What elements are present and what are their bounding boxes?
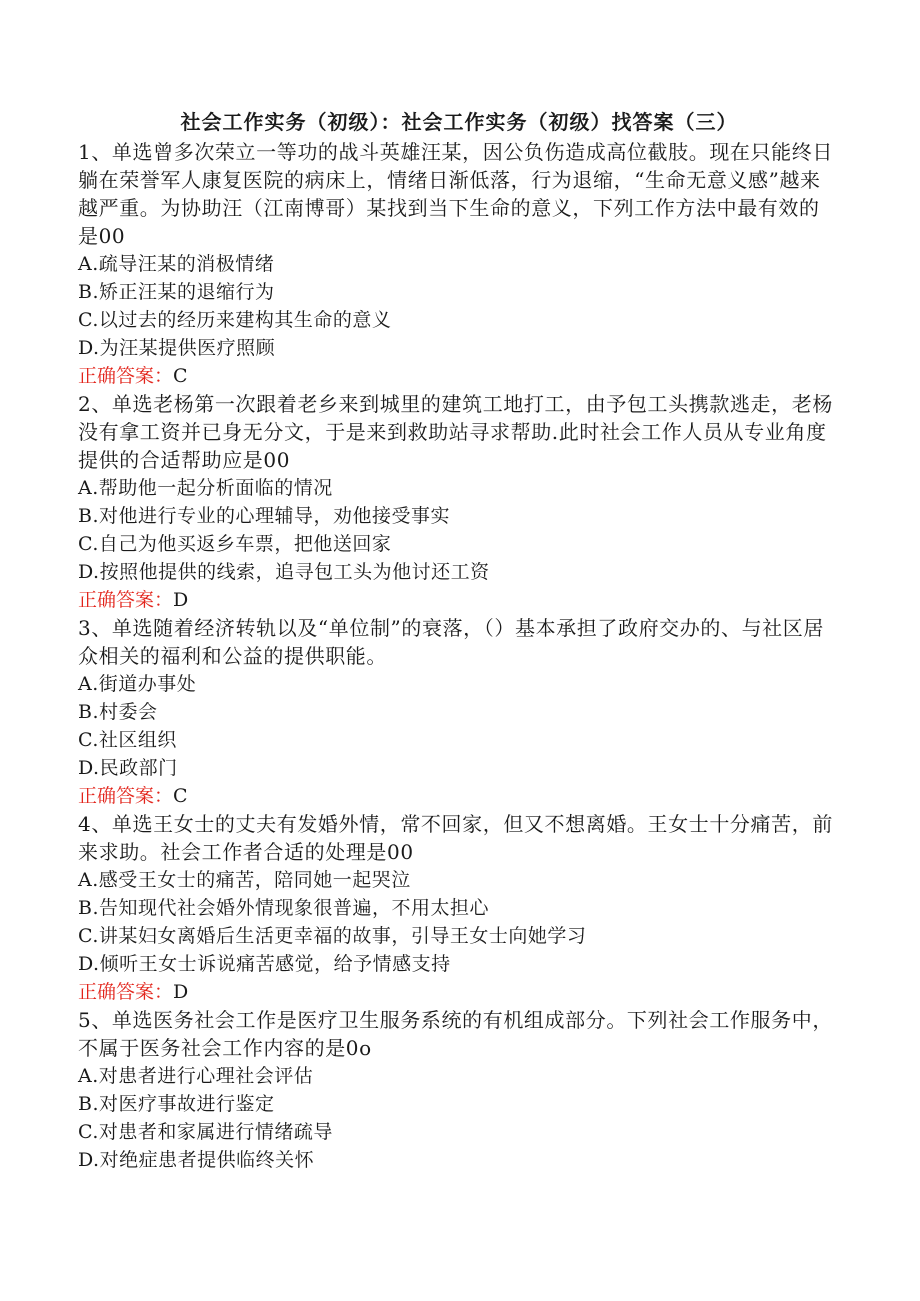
answer-option: A.帮助他一起分析面临的情况 — [78, 477, 333, 499]
correct-answer-label: 正确答案： — [78, 981, 174, 1003]
answer-option: C.讲某妇女离婚后生活更幸福的故事，引导王女士向她学习 — [78, 925, 587, 947]
answer-option: C.对患者和家属进行情绪疏导 — [78, 1121, 333, 1143]
answer-option: B.村委会 — [78, 701, 158, 723]
correct-answer — [78, 362, 840, 390]
answer-option: D.倾听王女士诉说痛苦感觉，给予情感支持 — [78, 953, 451, 975]
answer-option: D.对绝症患者提供临终关怀 — [78, 1149, 315, 1171]
answer-option: A.感受王女士的痛苦，陪同她一起哭泣 — [78, 869, 411, 891]
question-stem: 2、单选老杨第一次跟着老乡来到城里的建筑工地打工，由予包工头携款逃走，老杨没有拿工资并已身无分文，于是来到救助站寻求帮助.此时社会工作人员从专业角度提供的合适帮助应是00 — [78, 392, 833, 472]
question-stem: 4、单选王女士的丈夫有发婚外情，常不回家，但又不想离婚。王女士十分痛苦，前来求助。社会工作者合适的处理是00 — [78, 812, 833, 864]
option-list — [78, 250, 840, 362]
correct-answer — [78, 586, 840, 614]
correct-answer — [78, 782, 840, 810]
correct-answer-value: C — [173, 365, 188, 387]
question-stem: 1、单选曾多次荣立一等功的战斗英雄汪某，因公负伤造成高位截肢。现在只能终日躺在荣誉军人康复医院的病床上，情绪日渐低落，行为退缩，“生命无意义感”越来越严重。为协助汪（江南博哥）某找到当下生命的意义，下列工作方法中最有效的是00 — [78, 140, 833, 248]
document-page — [78, 108, 840, 1174]
correct-answer-label: 正确答案： — [78, 785, 174, 807]
option-list — [78, 474, 840, 586]
option-list — [78, 1062, 840, 1174]
correct-answer-value: D — [173, 589, 189, 611]
answer-option: D.民政部门 — [78, 757, 178, 779]
answer-option: C.社区组织 — [78, 729, 177, 751]
correct-answer-label: 正确答案： — [78, 589, 174, 611]
question-block — [78, 1006, 840, 1174]
question-list — [78, 138, 840, 1174]
answer-option: B.对医疗事故进行鉴定 — [78, 1093, 275, 1115]
option-list — [78, 670, 840, 782]
answer-option: B.矫正汪某的退缩行为 — [78, 281, 275, 303]
answer-option: D.按照他提供的线索，追寻包工头为他讨还工资 — [78, 561, 490, 583]
answer-option: A.对患者进行心理社会评估 — [78, 1065, 314, 1087]
correct-answer-label: 正确答案： — [78, 365, 174, 387]
question-block — [78, 614, 840, 810]
correct-answer-value: C — [173, 785, 188, 807]
answer-option: B.告知现代社会婚外情现象很普遍，不用太担心 — [78, 897, 490, 919]
answer-option: C.以过去的经历来建构其生命的意义 — [78, 309, 392, 331]
question-block — [78, 390, 840, 614]
answer-option: C.自己为他买返乡车票，把他送回家 — [78, 533, 392, 555]
answer-option: A.疏导汪某的消极情绪 — [78, 253, 275, 275]
question-block — [78, 810, 840, 1006]
answer-option: A.街道办事处 — [78, 673, 197, 695]
answer-option: D.为汪某提供医疗照顾 — [78, 337, 276, 359]
document-title: 社会工作实务（初级）：社会工作实务（初级）找答案（三） — [180, 110, 738, 134]
question-stem: 3、单选随着经济转轨以及“单位制”的衰落，（）基本承担了政府交办的、与社区居众相关的福利和公益的提供职能。 — [78, 616, 824, 668]
answer-option: B.对他进行专业的心理辅导，劝他接受事实 — [78, 505, 451, 527]
question-stem: 5、单选医务社会工作是医疗卫生服务系统的有机组成部分。下列社会工作服务中，不属于医务社会工作内容的是0o — [78, 1008, 833, 1060]
question-block — [78, 138, 840, 390]
correct-answer — [78, 978, 840, 1006]
correct-answer-value: D — [173, 981, 189, 1003]
option-list — [78, 866, 840, 978]
